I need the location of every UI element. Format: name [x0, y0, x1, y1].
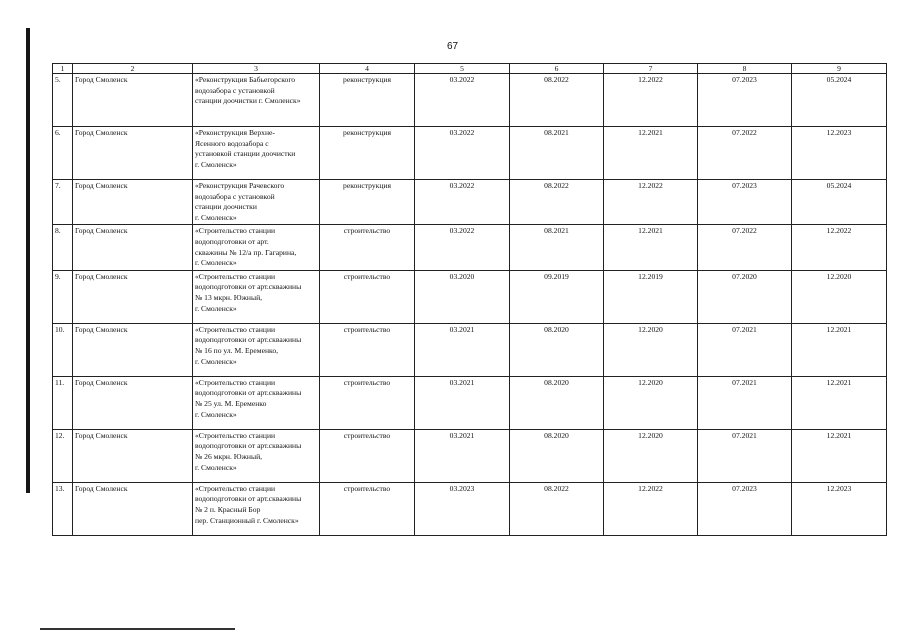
table-row — [53, 127, 887, 180]
table-row — [53, 376, 887, 429]
row-date-8: 07.2022 — [698, 127, 792, 180]
row-date-7: 12.2021 — [604, 225, 698, 270]
row-date-9: 12.2021 — [792, 376, 887, 429]
row-date-6: 08.2022 — [510, 180, 604, 225]
row-date-6: 08.2021 — [510, 127, 604, 180]
row-object: «Строительство станции водоподготовки от арт.скважины № 16 по ул. М. Еременко, г. Смоленск» — [193, 323, 320, 376]
row-object: «Строительство станции водоподготовки от арт.скважины № 26 мкрн. Южный, г. Смоленск» — [193, 429, 320, 482]
row-date-6: 08.2020 — [510, 323, 604, 376]
row-date-6: 08.2022 — [510, 74, 604, 127]
table-row — [53, 429, 887, 482]
row-date-6: 08.2022 — [510, 482, 604, 535]
row-date-8: 07.2023 — [698, 180, 792, 225]
row-city: Город Смоленск — [73, 323, 193, 376]
header-cell-4: 4 — [320, 64, 415, 74]
row-city: Город Смоленск — [73, 482, 193, 535]
scan-edge-bar — [26, 28, 30, 493]
footer-rule — [40, 628, 235, 630]
row-date-7: 12.2020 — [604, 429, 698, 482]
row-date-5: 03.2022 — [415, 127, 510, 180]
row-date-6: 08.2020 — [510, 429, 604, 482]
table-row — [53, 225, 887, 270]
row-city: Город Смоленск — [73, 376, 193, 429]
row-date-5: 03.2023 — [415, 482, 510, 535]
row-number: 13. — [53, 482, 73, 535]
row-city: Город Смоленск — [73, 429, 193, 482]
row-date-8: 07.2023 — [698, 74, 792, 127]
row-date-6: 08.2020 — [510, 376, 604, 429]
row-number: 11. — [53, 376, 73, 429]
table-row — [53, 323, 887, 376]
row-number: 10. — [53, 323, 73, 376]
row-work-type: строительство — [320, 225, 415, 270]
row-date-7: 12.2022 — [604, 482, 698, 535]
row-work-type: реконструкция — [320, 74, 415, 127]
row-date-8: 07.2021 — [698, 376, 792, 429]
row-date-8: 07.2022 — [698, 225, 792, 270]
table-row — [53, 482, 887, 535]
header-cell-6: 6 — [510, 64, 604, 74]
row-date-5: 03.2022 — [415, 74, 510, 127]
header-cell-7: 7 — [604, 64, 698, 74]
row-date-9: 05.2024 — [792, 180, 887, 225]
row-date-9: 12.2022 — [792, 225, 887, 270]
row-work-type: реконструкция — [320, 180, 415, 225]
row-date-7: 12.2022 — [604, 74, 698, 127]
row-number: 9. — [53, 270, 73, 323]
row-date-8: 07.2021 — [698, 429, 792, 482]
row-date-9: 05.2024 — [792, 74, 887, 127]
row-city: Город Смоленск — [73, 270, 193, 323]
row-city: Город Смоленск — [73, 225, 193, 270]
row-date-6: 09.2019 — [510, 270, 604, 323]
row-date-9: 12.2021 — [792, 323, 887, 376]
row-date-9: 12.2020 — [792, 270, 887, 323]
row-number: 5. — [53, 74, 73, 127]
row-object: «Реконструкция Верхне- Ясенного водозабора с установкой станции доочистки г. Смоленск» — [193, 127, 320, 180]
row-object: «Строительство станции водоподготовки от арт. скважины № 12/а пр. Гагарина, г. Смоленск» — [193, 225, 320, 270]
header-cell-1: 1 — [53, 64, 73, 74]
row-date-5: 03.2021 — [415, 429, 510, 482]
row-date-5: 03.2022 — [415, 180, 510, 225]
row-work-type: строительство — [320, 482, 415, 535]
schedule-table — [52, 63, 887, 536]
header-cell-5: 5 — [415, 64, 510, 74]
row-object: «Строительство станции водоподготовки от арт.скважины № 13 мкрн. Южный, г. Смоленск» — [193, 270, 320, 323]
page-number: 67 — [446, 41, 459, 52]
row-date-7: 12.2020 — [604, 323, 698, 376]
row-date-8: 07.2021 — [698, 323, 792, 376]
header-row — [53, 64, 887, 74]
row-work-type: строительство — [320, 376, 415, 429]
row-date-5: 03.2021 — [415, 376, 510, 429]
row-work-type: строительство — [320, 323, 415, 376]
row-city: Город Смоленск — [73, 127, 193, 180]
row-number: 8. — [53, 225, 73, 270]
row-number: 12. — [53, 429, 73, 482]
row-date-9: 12.2021 — [792, 429, 887, 482]
row-date-5: 03.2022 — [415, 225, 510, 270]
table-row — [53, 270, 887, 323]
row-date-7: 12.2019 — [604, 270, 698, 323]
row-date-7: 12.2020 — [604, 376, 698, 429]
row-date-5: 03.2021 — [415, 323, 510, 376]
header-cell-8: 8 — [698, 64, 792, 74]
row-city: Город Смоленск — [73, 180, 193, 225]
header-cell-9: 9 — [792, 64, 887, 74]
row-object: «Реконструкция Бабьегорского водозабора с установкой станции доочистки г. Смоленск» — [193, 74, 320, 127]
row-date-8: 07.2020 — [698, 270, 792, 323]
row-date-5: 03.2020 — [415, 270, 510, 323]
table-row — [53, 74, 887, 127]
row-work-type: реконструкция — [320, 127, 415, 180]
row-date-7: 12.2022 — [604, 180, 698, 225]
row-object: «Строительство станции водоподготовки от арт.скважины № 2 п. Красный Бор пер. Станционный г. Смоленск» — [193, 482, 320, 535]
header-cell-2: 2 — [73, 64, 193, 74]
row-date-9: 12.2023 — [792, 127, 887, 180]
row-date-8: 07.2023 — [698, 482, 792, 535]
row-object: «Строительство станции водоподготовки от арт.скважины № 25 ул. М. Еременко г. Смоленск» — [193, 376, 320, 429]
row-work-type: строительство — [320, 429, 415, 482]
row-number: 6. — [53, 127, 73, 180]
row-date-9: 12.2023 — [792, 482, 887, 535]
row-number: 7. — [53, 180, 73, 225]
header-cell-3: 3 — [193, 64, 320, 74]
table-row — [53, 180, 887, 225]
row-date-7: 12.2021 — [604, 127, 698, 180]
row-city: Город Смоленск — [73, 74, 193, 127]
row-work-type: строительство — [320, 270, 415, 323]
row-object: «Реконструкция Рачевского водозабора с установкой станции доочистки г. Смоленск» — [193, 180, 320, 225]
row-date-6: 08.2021 — [510, 225, 604, 270]
